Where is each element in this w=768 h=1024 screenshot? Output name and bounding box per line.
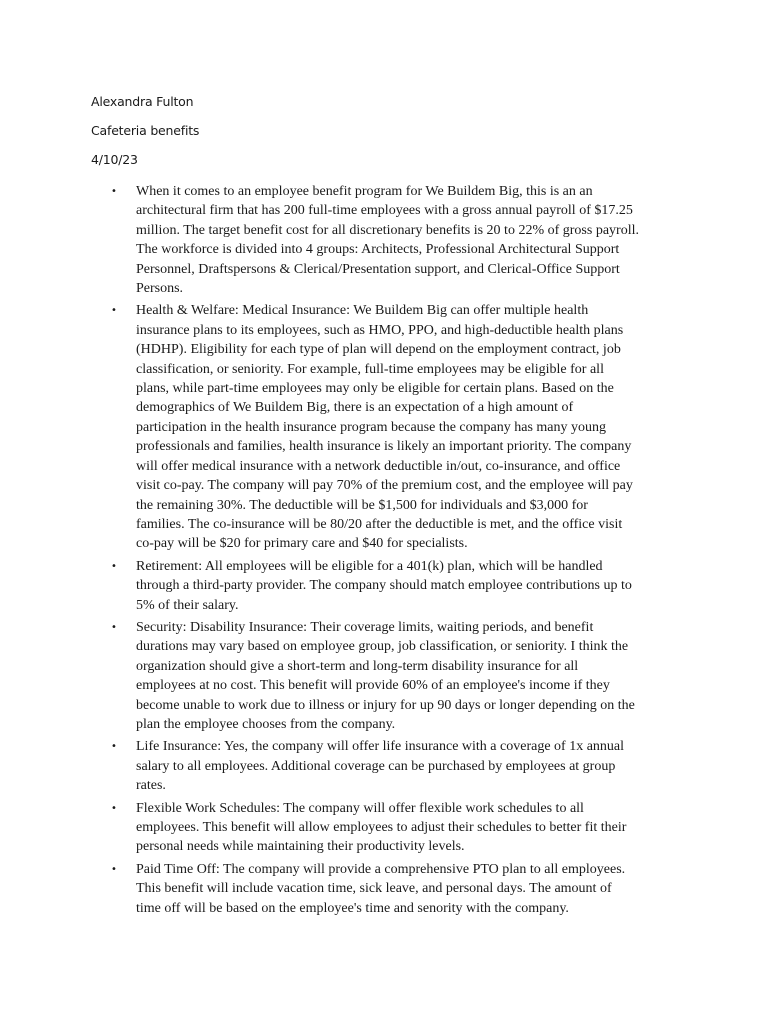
bullet-paragraph (136, 557, 680, 615)
bullet-text-line: participation in the health insurance program because the company has many young (136, 419, 607, 435)
bullet-paragraph (136, 301, 680, 553)
bullet-text-line: (HDHP). Eligibility for each type of plan will depend on the employment contract, job (136, 342, 621, 358)
bullet-text-line: Persons. (136, 281, 184, 297)
bullet-text-line: architectural firm that has 200 full-time employees with a gross annual payroll of $17.25 (136, 203, 633, 219)
bullet-text-line: The workforce is divided into 4 groups: Architects, Professional Architectural Support (136, 242, 620, 258)
bullet-text-line: become unable to work due to illness or injury for up 90 days or longer depending on the (136, 697, 635, 713)
bullet-item (0, 860, 768, 918)
bullet-text-line: Security: Disability Insurance: Their coverage limits, waiting periods, and benefit (136, 619, 594, 635)
bullet-text-line: personal needs while maintaining their productivity levels. (136, 839, 465, 855)
bullet-item (0, 618, 768, 734)
bullet-text-line: This benefit will include vacation time, sick leave, and personal days. The amount of (136, 881, 612, 897)
bullet-dot-icon: • (111, 741, 117, 753)
document-date: 4/10/23 (91, 152, 138, 167)
bullet-text-line: organization should give a short-term and long-term disability insurance for all (136, 658, 579, 674)
bullet-item (0, 799, 768, 857)
bullet-text-line: co-pay will be $20 for primary care and $40 for specialists. (136, 536, 468, 552)
bullet-text-line: Flexible Work Schedules: The company will offer flexible work schedules to all (136, 800, 584, 816)
bullet-paragraph (136, 860, 680, 918)
author-name: Alexandra Fulton (91, 94, 194, 109)
bullet-dot-icon: • (111, 305, 117, 317)
bullet-text-line: insurance plans to its employees, such as HMO, PPO, and high-deductible health plans (136, 322, 624, 338)
bullet-text-line: the remaining 30%. The deductible will be $1,500 for individuals and $3,000 for (136, 497, 588, 513)
bullet-paragraph (136, 618, 680, 734)
bullet-text-line: demographics of We Buildem Big, there is an expectation of a high amount of (136, 400, 574, 416)
bullet-dot-icon: • (111, 186, 117, 197)
bullet-text-line: Life Insurance: Yes, the company will offer life insurance with a coverage of 1x annual (136, 739, 625, 755)
bullet-text-line: classification, or seniority. For example, full-time employees may be eligible for all (136, 361, 604, 377)
bullet-text-line: visit co-pay. The company will pay 70% of the premium cost, and the employee will pay (136, 478, 633, 494)
bullet-text-line: plan the employee chooses from the company. (136, 716, 396, 732)
bullet-text-line: million. The target benefit cost for all discretionary benefits is 20 to 22% of gross payroll. (136, 222, 639, 238)
bullet-dot-icon: • (111, 621, 117, 633)
bullet-dot-icon: • (111, 560, 117, 572)
bullet-text-line: professionals and families, health insurance is likely an important priority. The company (136, 439, 632, 455)
bullet-paragraph (136, 182, 680, 298)
bullet-text-line: durations may vary based on employee group, job classification, or seniority. I think the (136, 639, 629, 655)
bullet-list (0, 182, 768, 921)
bullet-text-line: Paid Time Off: The company will provide a comprehensive PTO plan to all employees. (136, 861, 626, 877)
bullet-item (0, 301, 768, 553)
bullet-text-line: Personnel, Draftspersons & Clerical/Presentation support, and Clerical-Office Support (136, 261, 620, 277)
bullet-text-line: 5% of their salary. (136, 597, 239, 613)
bullet-text-line: Health & Welfare: Medical Insurance: We Buildem Big can offer multiple health (136, 303, 589, 319)
bullet-paragraph (136, 799, 680, 857)
bullet-dot-icon: • (111, 863, 117, 875)
bullet-text-line: When it comes to an employee benefit program for We Buildem Big, this is an an (136, 184, 593, 199)
document-title: Cafeteria benefits (91, 123, 200, 138)
bullet-dot-icon: • (111, 802, 117, 814)
bullet-text-line: Retirement: All employees will be eligible for a 401(k) plan, which will be handled (136, 558, 603, 574)
bullet-item (0, 737, 768, 795)
bullet-text-line: employees at no cost. This benefit will provide 60% of an employee's income if they (136, 678, 610, 694)
bullet-text-line: rates. (136, 778, 166, 794)
bullet-text-line: through a third-party provider. The company should match employee contributions up to (136, 578, 632, 594)
bullet-text-line: salary to all employees. Additional coverage can be purchased by employees at group (136, 758, 616, 774)
bullet-item (0, 557, 768, 615)
bullet-text-line: families. The co-insurance will be 80/20 after the deductible is met, and the office visit (136, 516, 623, 532)
bullet-text-line: will offer medical insurance with a network deductible in/out, co-insurance, and office (136, 458, 621, 474)
bullet-text-line: employees. This benefit will allow employees to adjust their schedules to better fit their (136, 820, 627, 835)
bullet-text-line: time off will be based on the employee's time and senority with the company. (136, 900, 569, 916)
bullet-paragraph (136, 737, 680, 795)
bullet-text-line: plans, while part-time employees may only be eligible for certain plans. Based on the (136, 381, 614, 397)
bullet-item (0, 182, 768, 298)
